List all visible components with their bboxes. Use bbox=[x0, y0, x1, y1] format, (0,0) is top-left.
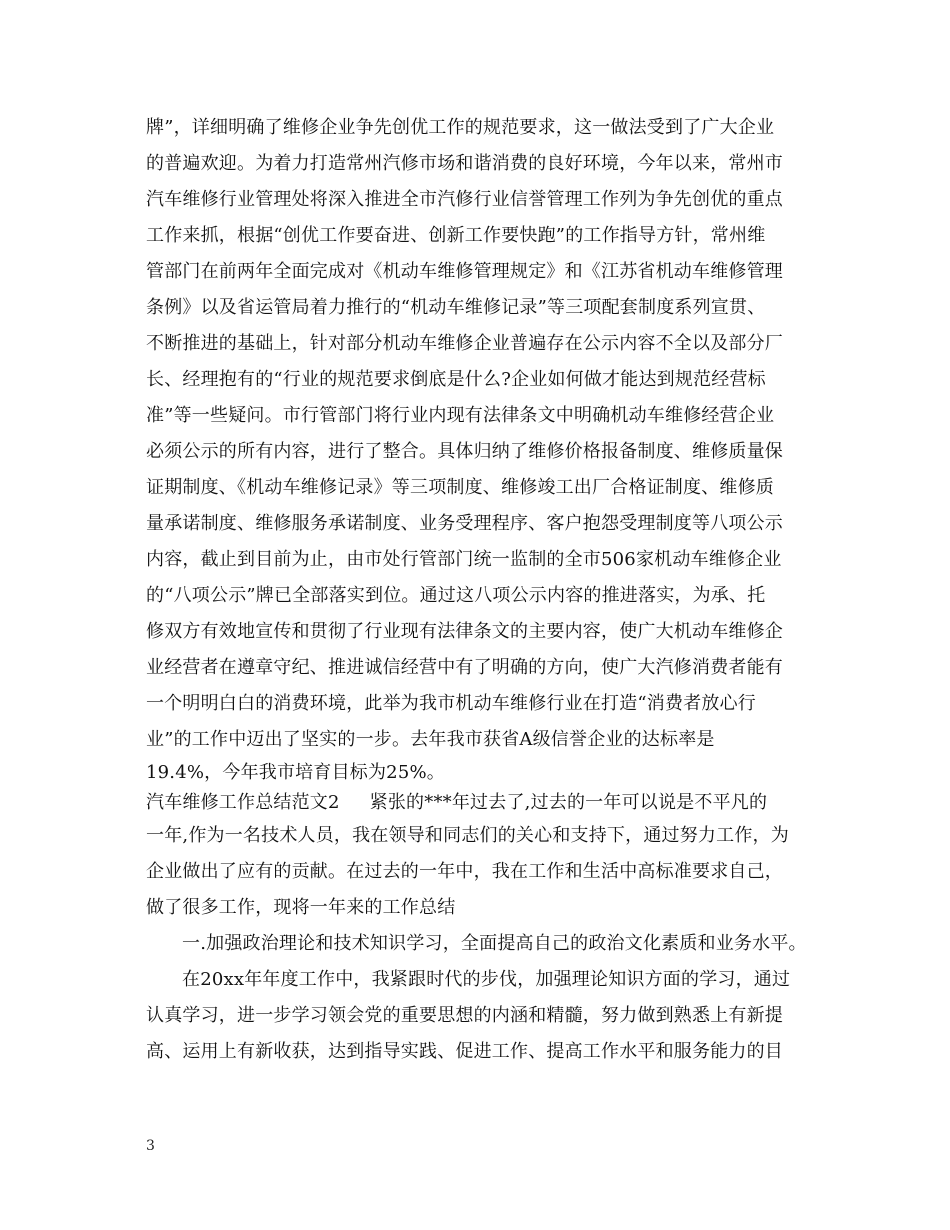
text-line: 业经营者在遵章守纪、推进诚信经营中有了明确的方向，使广大汽修消费者能有 bbox=[146, 657, 783, 678]
text-line: 证期制度、《机动车维修记录》等三项制度、维修竣工出厂合格证制度、维修质 bbox=[146, 477, 774, 498]
text-line: 条例》以及省运管局着力推行的“机动车维修记录”等三项配套制度系列宣贯、 bbox=[146, 297, 766, 318]
text-line: 一个明明白白的消费环境，此举为我市机动车维修行业在打造“消费者放心行 bbox=[146, 693, 756, 714]
document-body bbox=[146, 110, 836, 1070]
text-line: 在20xx年年度工作中，我紧跟时代的步伐，加强理论知识方面的学习，通过 bbox=[182, 969, 791, 990]
text-line: 修双方有效地宣传和贯彻了行业现有法律条文的主要内容，使广大机动车维修企 bbox=[146, 621, 783, 642]
text-line: 一年,作为一名技术人员，我在领导和同志们的关心和支持下，通过努力工作，为 bbox=[146, 825, 789, 846]
text-line: 长、经理抱有的“行业的规范要求倒底是什么?企业如何做才能达到规范经营标 bbox=[146, 369, 766, 390]
text-line: 业”的工作中迈出了坚实的一步。去年我市获省A级信誉企业的达标率是 bbox=[146, 729, 715, 750]
text-line: 企业做出了应有的贡献。在过去的一年中，我在工作和生活中高标准要求自己， bbox=[146, 861, 783, 882]
text-line: 必须公示的所有内容，进行了整合。具体归纳了维修价格报备制度、维修质量保 bbox=[146, 441, 783, 462]
text-line: 19.4%，今年我市培育目标为25%。 bbox=[146, 762, 445, 783]
text-line: 认真学习，进一步学习领会党的重要思想的内涵和精髓，努力做到熟悉上有新提 bbox=[146, 1005, 783, 1026]
text-line: 的普遍欢迎。为着力打造常州汽修市场和谐消费的良好环境，今年以来，常州市 bbox=[146, 153, 783, 174]
section-heading-line bbox=[146, 788, 836, 818]
text-line: 工作来抓，根据“创优工作要奋进、创新工作要快跑”的工作指导方针，常州维 bbox=[146, 225, 766, 246]
text-line: 牌”，详细明确了维修企业争先创优工作的规范要求，这一做法受到了广大企业 bbox=[146, 117, 775, 138]
text-line: 不断推进的基础上，针对部分机动车维修企业普遍存在公示内容不全以及部分厂 bbox=[146, 333, 783, 354]
text-line: 高、运用上有新收获，达到指导实践、促进工作、提高工作水平和服务能力的目 bbox=[146, 1041, 783, 1062]
text-line: 的“八项公示”牌已全部落实到位。通过这八项公示内容的推进落实，为承、托 bbox=[146, 585, 766, 606]
page-number: 3 bbox=[146, 1138, 155, 1154]
text-line: 准”等一些疑问。市行管部门将行业内现有法律条文中明确机动车维修经营企业 bbox=[146, 405, 775, 426]
subheading: 一.加强政治理论和技术知识学习，全面提高自己的政治文化素质和业务水平。 bbox=[182, 933, 807, 954]
text-line: 管部门在前两年全面完成对《机动车维修管理规定》和《江苏省机动车维修管理 bbox=[146, 261, 783, 282]
text-line: 做了很多工作，现将一年来的工作总结 bbox=[146, 897, 456, 918]
text-line: 量承诺制度、维修服务承诺制度、业务受理程序、客户抱怨受理制度等八项公示 bbox=[146, 513, 783, 534]
text-line: 汽车维修行业管理处将深入推进全市汽修行业信誉管理工作列为争先创优的重点 bbox=[146, 189, 783, 210]
paragraph-2-first-line: 紧张的***年过去了,过去的一年可以说是不平凡的 bbox=[369, 792, 768, 813]
text-line: 内容，截止到目前为止，由市处行管部门统一监制的全市506家机动车维修企业 bbox=[146, 549, 782, 570]
section-heading: 汽车维修工作总结范文2 bbox=[146, 792, 340, 813]
